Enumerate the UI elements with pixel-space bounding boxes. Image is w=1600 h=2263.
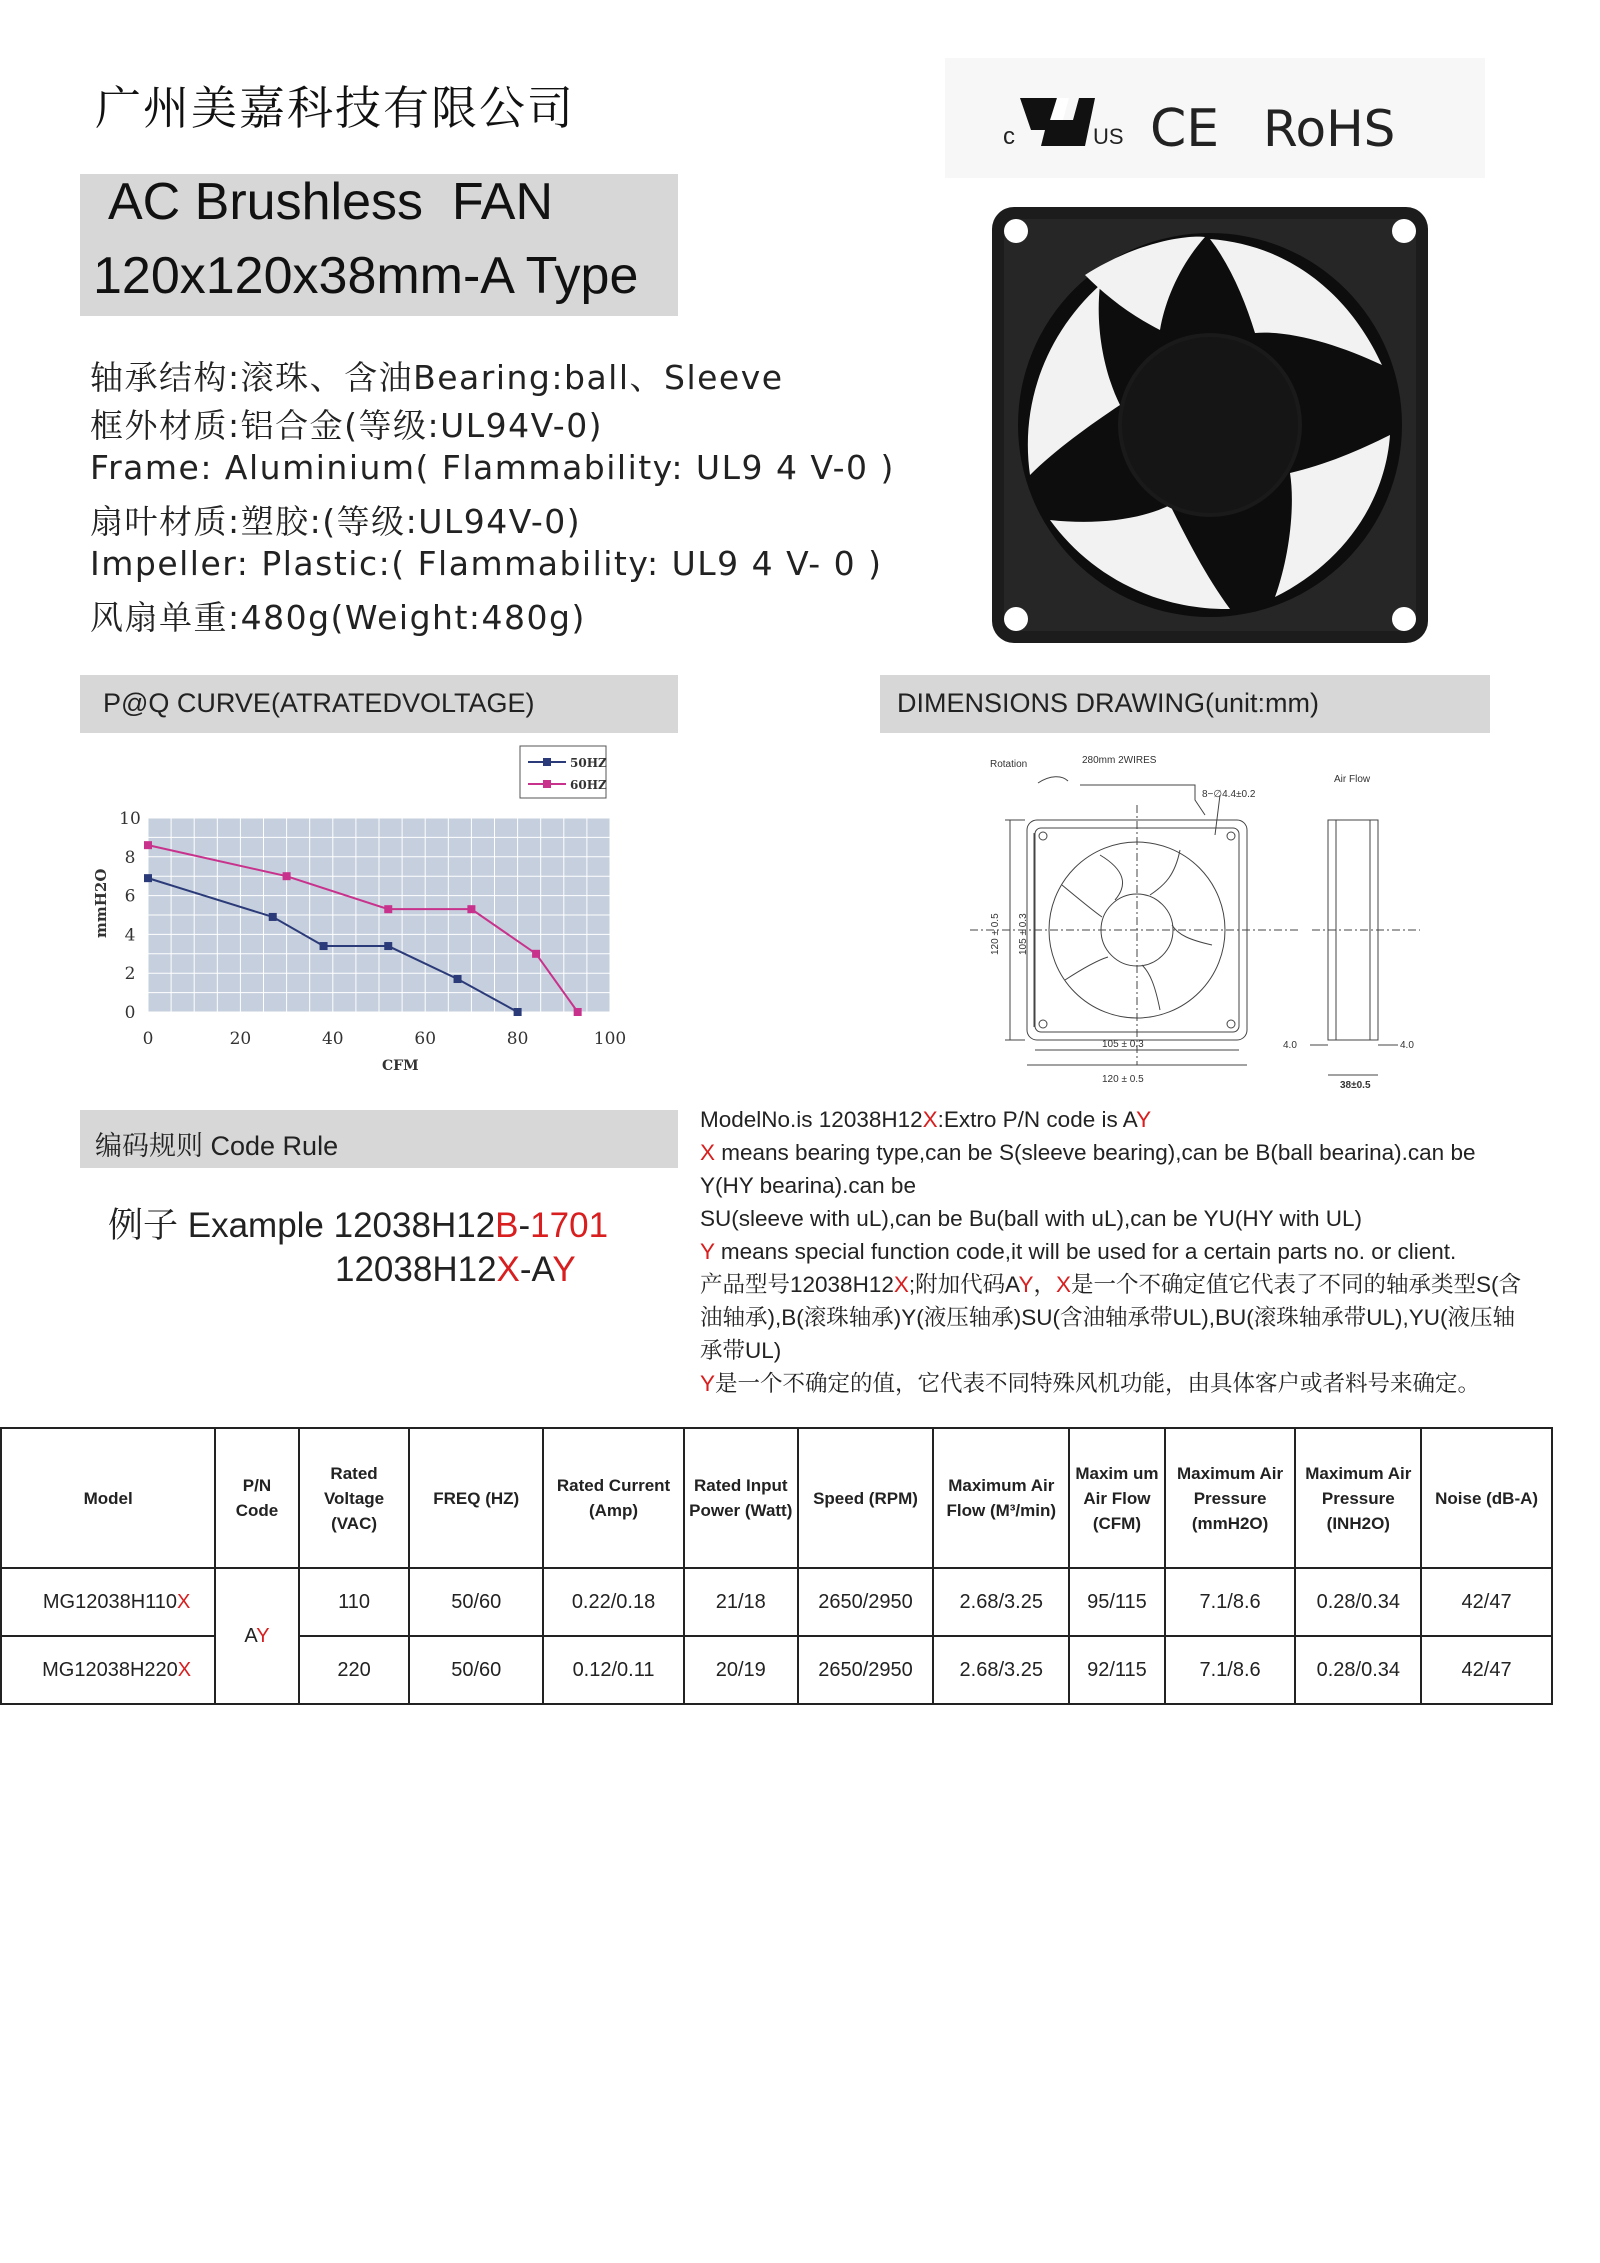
- cell-pn-code: AY: [215, 1568, 298, 1704]
- ce-mark-icon: CE: [1150, 99, 1220, 159]
- y-tick-label: 6: [124, 886, 136, 907]
- cell-airflow-cfm: 92/115: [1069, 1636, 1165, 1704]
- flange-left-label: 4.0: [1283, 1040, 1297, 1051]
- col-voltage: Rated Voltage (VAC): [299, 1428, 410, 1568]
- depth-label: 38±0.5: [1340, 1080, 1371, 1091]
- x-tick-label: 100: [593, 1029, 627, 1049]
- y-tick-label: 2: [124, 964, 136, 985]
- cell-pressure-mm: 7.1/8.6: [1165, 1568, 1296, 1636]
- certification-logos: [945, 58, 1485, 178]
- code-rule-text: [700, 1103, 1580, 1400]
- rotation-label: Rotation: [990, 759, 1028, 770]
- cell-airflow-cfm: 95/115: [1069, 1568, 1165, 1636]
- cell-freq: 50/60: [409, 1636, 543, 1704]
- holes-label: 8−∅4.4±0.2: [1202, 789, 1256, 800]
- legend: [520, 746, 607, 798]
- y-tick-label: 0: [124, 1003, 136, 1023]
- code-line-7: 油轴承),B(滚珠轴承)Y(液压轴承)SU(含油轴承带UL),BU(滚珠轴承带UL),YU(液压轴: [700, 1305, 1515, 1330]
- height-outer-label: 120 ± 0.5: [990, 913, 1001, 955]
- legend-marker: [543, 780, 551, 788]
- fan-photo: [990, 205, 1430, 645]
- width-outer-label: 120 ± 0.5: [1102, 1074, 1144, 1085]
- example-suffix: -A: [519, 1250, 553, 1289]
- code-line-2: X means bearing type,can be S(sleeve bearing),can be B(ball bearina).can be: [700, 1140, 1476, 1165]
- air-flow-label: Air Flow: [1334, 774, 1371, 785]
- example-line-1: [108, 1198, 608, 1248]
- data-point-50HZ: [514, 1008, 522, 1016]
- cell-current: 0.22/0.18: [543, 1568, 684, 1636]
- cell-speed: 2650/2950: [798, 1568, 934, 1636]
- data-point-60HZ: [384, 905, 392, 913]
- col-model: Model: [1, 1428, 215, 1568]
- cell-voltage: 220: [299, 1636, 410, 1704]
- col-power: Rated Input Power (Watt): [684, 1428, 798, 1568]
- col-pressure-mm: Maximum Air Pressure (mmH2O): [1165, 1428, 1296, 1568]
- cell-pressure-mm: 7.1/8.6: [1165, 1636, 1296, 1704]
- col-current: Rated Current (Amp): [543, 1428, 684, 1568]
- col-noise: Noise (dB-A): [1421, 1428, 1552, 1568]
- y-axis-label: mmH2O: [92, 868, 110, 938]
- code-line-1: ModelNo.is 12038H12X:Extro P/N code is AY: [700, 1107, 1152, 1132]
- code-line-5: Y means special function code,it will be used for a certain parts no. or client.: [700, 1239, 1457, 1264]
- col-airflow-cfm: Maxim um Air Flow (CFM): [1069, 1428, 1165, 1568]
- cell-power: 20/19: [684, 1636, 798, 1704]
- y-tick-labels: [119, 809, 141, 1023]
- cell-noise: 42/47: [1421, 1636, 1552, 1704]
- code-line-4: SU(sleeve with uL),can be Bu(ball with uL),can be YU(HY with UL): [700, 1206, 1362, 1231]
- legend-label: 50HZ: [570, 756, 607, 770]
- cell-model: MG12038H110X: [1, 1568, 215, 1636]
- cell-noise: 42/47: [1421, 1568, 1552, 1636]
- cert-c: c: [1003, 123, 1015, 150]
- code-rule-title: 编码规则 Code Rule: [95, 1131, 339, 1161]
- example-x: X: [496, 1250, 520, 1289]
- x-axis-label: CFM: [382, 1058, 419, 1074]
- cell-current: 0.12/0.11: [543, 1636, 684, 1704]
- cert-us: US: [1093, 124, 1124, 149]
- cell-airflow-m3: 2.68/3.25: [933, 1636, 1069, 1704]
- grid: [148, 818, 610, 1012]
- spec-impeller-en: Impeller: Plastic:( Flammability: UL9 4 V- 0 ): [90, 544, 883, 583]
- y-tick-label: 10: [119, 809, 141, 829]
- rohs-mark: RoHS: [1263, 100, 1396, 158]
- example-b: B: [495, 1206, 519, 1245]
- y-tick-label: 4: [124, 925, 136, 946]
- dimensions-drawing: [950, 745, 1420, 1100]
- spec-frame-cn: 框外材质:铝合金(等级:UL94V-0): [90, 406, 604, 445]
- data-point-60HZ: [532, 950, 540, 958]
- code-line-9: Y是一个不确定的值，它代表不同特殊风机功能，由具体客户或者料号来确定。: [700, 1371, 1481, 1396]
- cell-pressure-in: 0.28/0.34: [1295, 1568, 1421, 1636]
- x-tick-label: 20: [229, 1029, 252, 1049]
- flange-right-label: 4.0: [1400, 1040, 1414, 1051]
- company-name: 广州美嘉科技有限公司: [95, 81, 575, 135]
- code-line-3: Y(HY bearina).can be: [700, 1173, 916, 1198]
- data-point-50HZ: [454, 975, 462, 983]
- col-airflow-m3: Maximum Air Flow (M³/min): [933, 1428, 1069, 1568]
- wires-label: 280mm 2WIRES: [1082, 755, 1157, 766]
- data-point-60HZ: [144, 841, 152, 849]
- data-point-60HZ: [467, 905, 475, 913]
- data-point-50HZ: [144, 874, 152, 882]
- y-tick-label: 8: [124, 847, 136, 868]
- width-inner-label: 105 ± 0.3: [1102, 1039, 1144, 1050]
- x-tick-label: 0: [142, 1029, 154, 1049]
- legend-label: 60HZ: [570, 778, 607, 792]
- x-tick-label: 80: [506, 1029, 529, 1049]
- spec-weight: 风扇单重:480g(Weight:480g): [90, 598, 586, 637]
- cell-freq: 50/60: [409, 1568, 543, 1636]
- cell-model: MG12038H220X: [1, 1636, 215, 1704]
- example-dash: -: [518, 1206, 531, 1245]
- table-header-row: [1, 1428, 1552, 1568]
- legend-marker: [543, 758, 551, 766]
- data-point-60HZ: [574, 1008, 582, 1016]
- data-point-50HZ: [320, 942, 328, 950]
- col-freq: FREQ (HZ): [409, 1428, 543, 1568]
- data-point-50HZ: [269, 913, 277, 921]
- cell-airflow-m3: 2.68/3.25: [933, 1568, 1069, 1636]
- spec-bearing: 轴承结构:滚珠、含油Bearing:ball、Sleeve: [90, 358, 784, 397]
- example-y: Y: [552, 1250, 576, 1289]
- col-speed: Speed (RPM): [798, 1428, 934, 1568]
- example-line-2: [335, 1250, 576, 1290]
- x-tick-label: 40: [321, 1029, 344, 1049]
- spec-frame-en: Frame: Aluminium( Flammability: UL9 4 V-0 ): [90, 448, 895, 487]
- data-point-50HZ: [384, 942, 392, 950]
- example-model: 12038H12: [335, 1250, 497, 1289]
- col-pn-code: P/N Code: [215, 1428, 298, 1568]
- spec-impeller-cn: 扇叶材质:塑胶:(等级:UL94V-0): [90, 502, 582, 541]
- height-inner-label: 105 ± 0.3: [1018, 913, 1029, 955]
- pq-curve-title: P@Q CURVE(ATRATEDVOLTAGE): [103, 688, 535, 718]
- table-row: [1, 1568, 1552, 1636]
- col-pressure-in: Maximum Air Pressure (INH2O): [1295, 1428, 1421, 1568]
- product-title: AC Brushless FAN: [108, 173, 554, 231]
- cell-voltage: 110: [299, 1568, 410, 1636]
- data-point-60HZ: [283, 872, 291, 880]
- code-line-6: 产品型号12038H12X;附加代码AY，X是一个不确定值它代表了不同的轴承类型S(含: [700, 1272, 1522, 1297]
- spec-table: [0, 1427, 1553, 1705]
- cell-power: 21/18: [684, 1568, 798, 1636]
- cell-pressure-in: 0.28/0.34: [1295, 1636, 1421, 1704]
- pq-curve-chart: [90, 740, 690, 1080]
- product-subtitle: 120x120x38mm-A Type: [93, 247, 639, 305]
- code-line-8: 承带UL): [700, 1338, 782, 1363]
- dimensions-title: DIMENSIONS DRAWING(unit:mm): [897, 688, 1320, 718]
- example-prefix: 例子 Example 12038H12: [108, 1206, 496, 1245]
- cell-speed: 2650/2950: [798, 1636, 934, 1704]
- example-num: 1701: [530, 1206, 609, 1245]
- x-tick-label: 60: [414, 1029, 437, 1049]
- x-tick-labels: [143, 1029, 627, 1049]
